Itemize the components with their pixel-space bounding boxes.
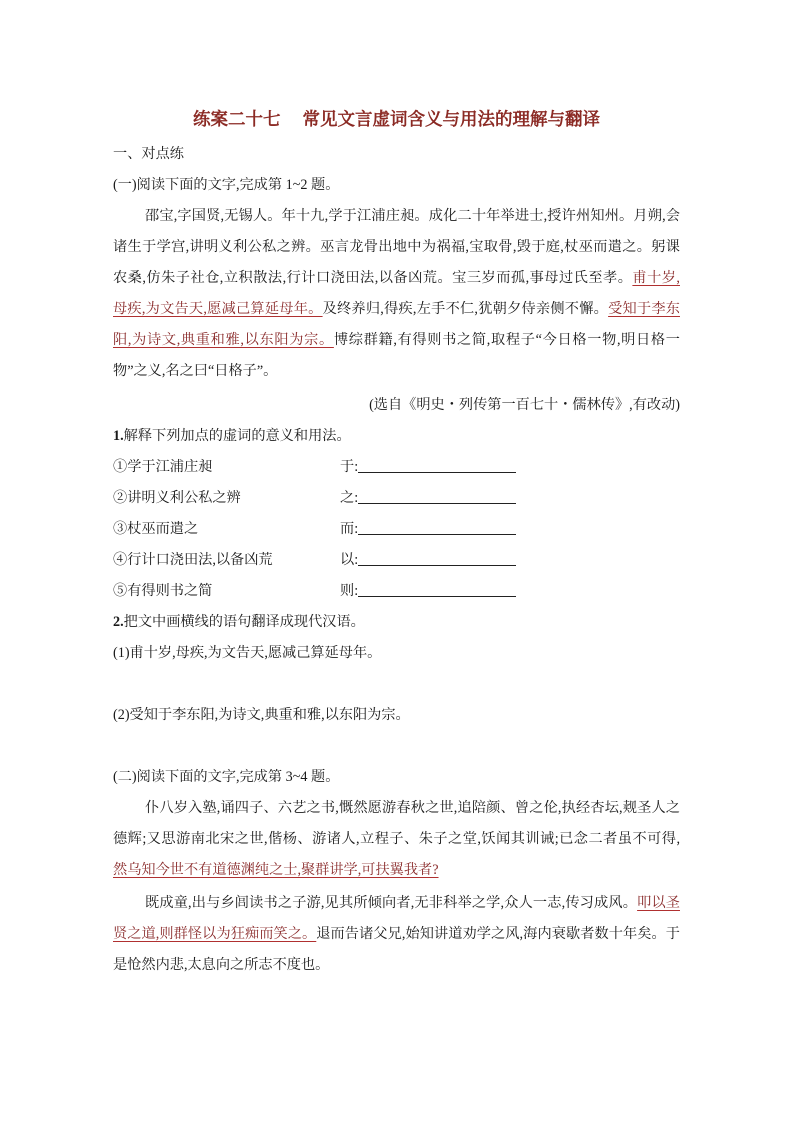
- passage1-line: [113, 201, 680, 232]
- item-function-word: 而:: [340, 521, 359, 537]
- passage2-instruction: (二)阅读下面的文字,完成第 3~4 题。: [113, 769, 340, 785]
- item-function-word: 则:: [340, 583, 359, 599]
- answer-blank: [358, 553, 516, 566]
- answer-blank: [358, 584, 516, 597]
- question-1-prompt: 解释下列加点的虚词的意义和用法。: [123, 428, 351, 444]
- question-2-prompt: 把文中画横线的语句翻译成现代汉语。: [123, 614, 365, 630]
- passage1-text: 诸生于学宫,讲明义利公私之辨。巫言龙骨出地中为祸福,宝取骨,毁于庭,杖巫而遣之。躬课: [113, 239, 680, 255]
- underlined-sentence-2: 受知于李东: [608, 301, 680, 317]
- passage2-text: 既成童,出与乡闾读书之子游,见其所倾向者,无非科举之学,众人一志,传习成风。: [145, 895, 638, 911]
- item-phrase: ⑤有得则书之简: [113, 583, 213, 599]
- question-1-number: 1.: [113, 428, 124, 444]
- question-2: [113, 607, 680, 638]
- passage2-text: 是怆然内悲,太息向之所志不度也。: [113, 957, 330, 973]
- item-phrase: ③杖巫而遣之: [113, 521, 199, 537]
- page-content: [113, 100, 680, 981]
- question-1-item: [113, 483, 680, 514]
- passage1-text: 及终养归,得疾,左手不仁,犹朝夕侍亲侧不懈。: [322, 301, 609, 317]
- answer-blank: [358, 491, 516, 504]
- underlined-sentence-1: 甫十岁,: [632, 270, 680, 286]
- underlined-sentence-1: 母疾,为文告天,愿减己算延母年。: [113, 301, 323, 317]
- passage1-text: 物”之义,名之曰“日格子”。: [113, 363, 278, 379]
- item-phrase: ④行计口浇田法,以备凶荒: [113, 552, 273, 568]
- passage1-text: 博综群籍,有得则书之简,取程子“今日格一物,明日格一: [333, 332, 680, 348]
- question-1-item: [113, 576, 680, 607]
- item-function-word: 之:: [340, 490, 359, 506]
- passage1-line: [113, 232, 680, 263]
- passage1-instruction: (一)阅读下面的文字,完成第 1~2 题。: [113, 177, 340, 193]
- passage1-line: [113, 325, 680, 356]
- passage2-line: [113, 793, 680, 824]
- passage1-line: [113, 356, 680, 387]
- underlined-sentence-4: 叩以圣: [637, 895, 680, 911]
- question-1-item: [113, 452, 680, 483]
- question-2-item: (1)甫十岁,母疾,为文告天,愿减己算延母年。: [113, 645, 382, 661]
- question-1: [113, 421, 680, 452]
- passage2-line: [113, 824, 680, 855]
- passage1-text: 邵宝,字国贤,无锡人。年十九,学于江浦庄昶。成化二十年举进士,授许州知州。月朔,会: [145, 208, 680, 224]
- underlined-sentence-3: 然乌知今世不有道德渊纯之士,聚群讲学,可扶翼我者?: [113, 862, 439, 878]
- item-function-word: 以:: [340, 552, 359, 568]
- page-title: [113, 100, 680, 139]
- passage1-text: 农桑,仿朱子社仓,立积散法,行计口浇田法,以备凶荒。宝三岁而孤,事母过氏至孝。: [113, 270, 633, 286]
- question-2-number: 2.: [113, 614, 124, 630]
- passage1-line: [113, 263, 680, 294]
- item-phrase: ①学于江浦庄昶: [113, 459, 213, 475]
- title-series: 练案二十七: [193, 109, 281, 129]
- passage2-line: [113, 950, 680, 981]
- answer-space: [113, 669, 680, 700]
- passage2-text: 退而告诸父兄,始知讲道劝学之风,海内衰歇者数十年矣。于: [316, 926, 680, 942]
- passage2-text: 德辉;又思游南北宋之世,偕杨、游诸人,立程子、朱子之堂,饫闻其训诫;已念二者虽不可得,: [113, 831, 680, 847]
- item-phrase: ②讲明义利公私之辨: [113, 490, 241, 506]
- passage2-line: [113, 919, 680, 950]
- passage1-line: [113, 294, 680, 325]
- passage2-text: 仆八岁入塾,诵四子、六艺之书,慨然愿游春秋之世,追陪颜、曾之伦,执经杏坛,觌圣人之: [145, 800, 680, 816]
- answer-space: [113, 731, 680, 762]
- passage2-line: [113, 888, 680, 919]
- passage1-source: (选自《明史・列传第一百七十・儒林传》,有改动): [369, 397, 680, 413]
- underlined-sentence-2: 阳,为诗文,典重和雅,以东阳为宗。: [113, 332, 334, 348]
- question-1-item: [113, 514, 680, 545]
- question-1-item: [113, 545, 680, 576]
- item-function-word: 于:: [340, 459, 359, 475]
- answer-blank: [358, 460, 516, 473]
- underlined-sentence-4: 贤之道,则群怪以为狂痴而笑之。: [113, 926, 317, 942]
- title-text: 常见文言虚词含义与用法的理解与翻译: [302, 109, 600, 129]
- section-heading: 一、对点练: [113, 146, 184, 162]
- question-2-item: (2)受知于李东阳,为诗文,典重和雅,以东阳为宗。: [113, 707, 410, 723]
- passage2-line: [113, 855, 680, 886]
- answer-blank: [358, 522, 516, 535]
